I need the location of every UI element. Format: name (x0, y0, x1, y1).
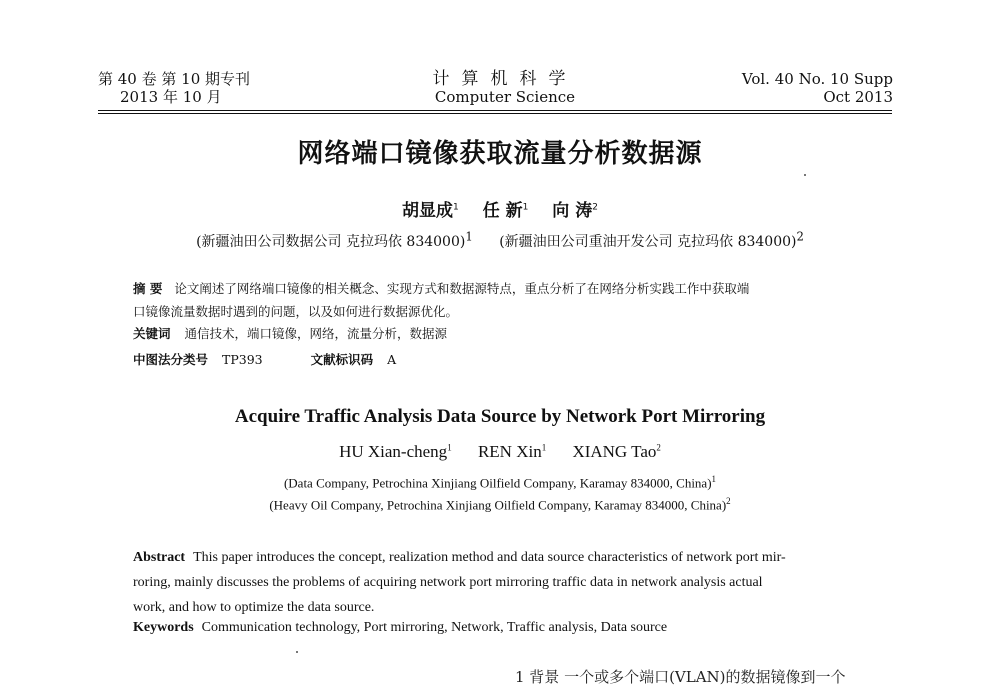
classification-cn (133, 350, 396, 368)
paper-title-en: Acquire Traffic Analysis Data Source by Network Port Mirroring (234, 406, 766, 427)
affiliation-en-2: (Heavy Oil Company, Petrochina Xinjiang Oilfield Company, Karamay 834000, China)$^2$ (269, 496, 731, 513)
scan-speck (296, 651, 298, 653)
keywords-en-text: Communication technology, Port mirroring, Network, Traffic analysis, Data source (201, 620, 668, 635)
authors-en (0, 442, 1000, 462)
header-volume-cn (98, 70, 250, 106)
volume-en: Vol. 40 No. 10 Supp (741, 70, 893, 88)
abstract-cn-label: 摘 要 (133, 281, 163, 296)
class-label: 中图法分类号 (133, 352, 209, 367)
abstract-en-text-2: roring, mainly discusses the problems of acquiring network port mirroring traffic data in network analysis actual (133, 575, 763, 590)
keywords-en (133, 620, 667, 636)
abstract-en-line-3 (133, 595, 866, 620)
body-text-fragment: 1 背景 一个或多个端口(VLAN)的数据镜像到一个 (515, 668, 846, 686)
abstract-cn-text-2: 口镜像流量数据时遇到的问题，以及如何进行数据源优化。 (133, 304, 459, 319)
paper-title-cn: 网络端口镜像获取流量分析数据源 (297, 139, 703, 169)
doc-code-label: 文献标识码 (310, 352, 374, 367)
header-rule-bottom (98, 113, 892, 114)
class-value: TP393 (222, 352, 263, 367)
affiliation-cn-1: (新疆油田公司数据公司 克拉玛依 834000)$^1$ (196, 229, 473, 250)
author-cn-3: 向 涛$^2$ (552, 201, 598, 221)
doc-code-value: A (387, 352, 397, 367)
header-journal (400, 70, 610, 106)
abstract-cn-line-2 (133, 300, 868, 324)
keywords-cn-text: 通信技术，端口镜像，网络，流量分析，数据源 (184, 326, 448, 341)
author-en-1: HU Xian-cheng$^1$ (339, 442, 452, 461)
abstract-en-label: Abstract (133, 550, 186, 565)
abstract-cn-text-1: 论文阐述了网络端口镜像的相关概念、实现方式和数据源特点，重点分析了在网络分析实践工作中获取端 (174, 281, 750, 296)
abstract-en-line-2 (133, 570, 866, 595)
volume-cn: 第 40 卷 第 10 期专刊 (98, 70, 251, 88)
journal-name-cn: 计算机科学 (432, 69, 578, 89)
author-cn-2: 任 新$^1$ (482, 201, 529, 221)
abstract-cn-line-1 (133, 277, 868, 301)
abstract-en-text-1: This paper introduces the concept, realization method and data source characteristics of network port mir- (193, 550, 786, 565)
author-en-3: XIANG Tao$^2$ (572, 442, 661, 461)
keywords-cn-label: 关键词 (133, 326, 171, 341)
keywords-en-label: Keywords (133, 620, 194, 635)
header-rule-top (98, 110, 892, 111)
journal-name-en: Computer Science (434, 88, 576, 106)
abstract-en-text-3: work, and how to optimize the data source. (133, 600, 375, 615)
author-cn-1: 胡显成$^1$ (402, 201, 459, 221)
affiliations-cn (0, 229, 1000, 251)
affiliation-en-1: (Data Company, Petrochina Xinjiang Oilfield Company, Karamay 834000, China)$^1$ (283, 474, 717, 491)
scan-speck (804, 174, 806, 176)
date-en: Oct 2013 (823, 88, 893, 106)
header-volume-en (742, 70, 893, 106)
author-en-2: REN Xin$^1$ (477, 442, 547, 461)
abstract-en-line-1 (133, 545, 866, 570)
affiliation-cn-2: (新疆油田公司重油开发公司 克拉玛依 834000)$^2$ (499, 229, 804, 250)
authors-cn (0, 196, 1000, 221)
date-cn: 2013 年 10 月 (120, 88, 222, 106)
keywords-cn (133, 324, 447, 342)
